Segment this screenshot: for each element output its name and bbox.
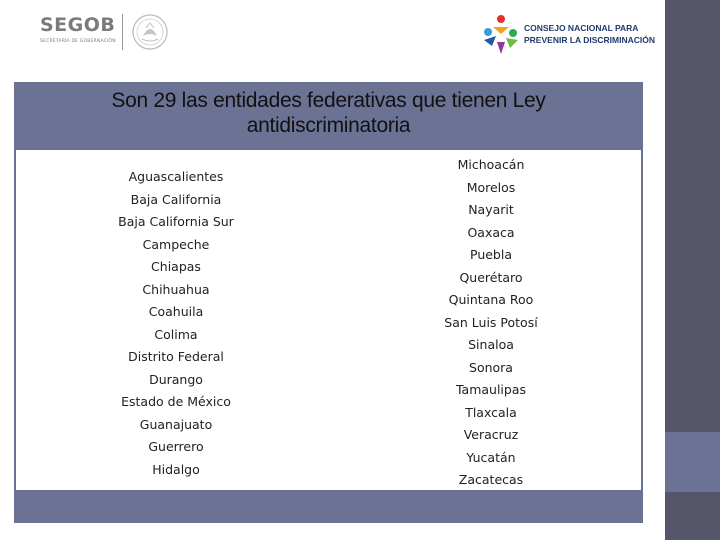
state-item: Colima [154, 326, 198, 342]
sidebar-bottom-band [665, 492, 720, 540]
state-item: Tlaxcala [465, 404, 517, 420]
state-item: Tamaulipas [455, 382, 527, 397]
state-item: Distrito Federal [128, 349, 224, 364]
state-item: Hidalgo [152, 461, 200, 477]
slide-title [14, 88, 643, 138]
state-item: Zacatecas [458, 472, 524, 487]
state-item: Guerrero [148, 439, 204, 454]
slide-title-line1: Son 29 las entidades federativas que tienen Ley [111, 89, 546, 112]
state-item: Sonora [469, 359, 513, 375]
state-item: Aguascalientes [128, 169, 224, 184]
state-item: Oaxaca [467, 224, 515, 240]
state-item: Yucatán [466, 449, 516, 465]
state-item: Chiapas [151, 259, 201, 274]
state-item: Chihuahua [142, 281, 210, 297]
conapred-name-line1: CONSEJO NACIONAL PARA [524, 23, 639, 33]
state-item: Baja California Sur [118, 214, 234, 229]
conapred-name-line2: PREVENIR LA DISCRIMINACIÓN [524, 35, 655, 45]
state-item: Quintana Roo [448, 292, 534, 307]
slide-title-line2: antidiscriminatoria [246, 114, 411, 137]
state-item: Campeche [142, 236, 210, 252]
state-item: Morelos [466, 179, 516, 195]
states-left-column [91, 166, 261, 481]
state-item: Querétaro [459, 269, 523, 285]
state-item: Estado de México [121, 394, 231, 409]
content-panel [14, 82, 643, 523]
state-item: Puebla [470, 247, 512, 262]
segob-logo-subtitle: SECRETARÍA DE GOBERNACIÓN [40, 39, 116, 44]
mexico-seal-icon [130, 12, 170, 52]
state-item: Michoacán [457, 157, 525, 172]
state-item: Guanajuato [139, 416, 213, 432]
state-item: San Luis Potosí [444, 314, 538, 330]
state-item: Sinaloa [468, 337, 514, 352]
state-item: Coahuila [148, 304, 204, 319]
segob-logo-text: SEGOB [40, 14, 116, 36]
sidebar-top-band [665, 0, 720, 432]
state-item: Baja California [130, 191, 222, 207]
state-item: Nayarit [468, 202, 514, 217]
segob-logo [34, 12, 174, 52]
sidebar-accent-band [665, 432, 720, 492]
states-list-box [16, 150, 641, 490]
state-item: Veracruz [463, 427, 519, 442]
state-item: Durango [149, 371, 203, 387]
logo-divider [122, 14, 123, 50]
conapred-logo [480, 12, 655, 56]
conapred-people-icon [480, 12, 522, 56]
states-right-column [406, 154, 576, 492]
